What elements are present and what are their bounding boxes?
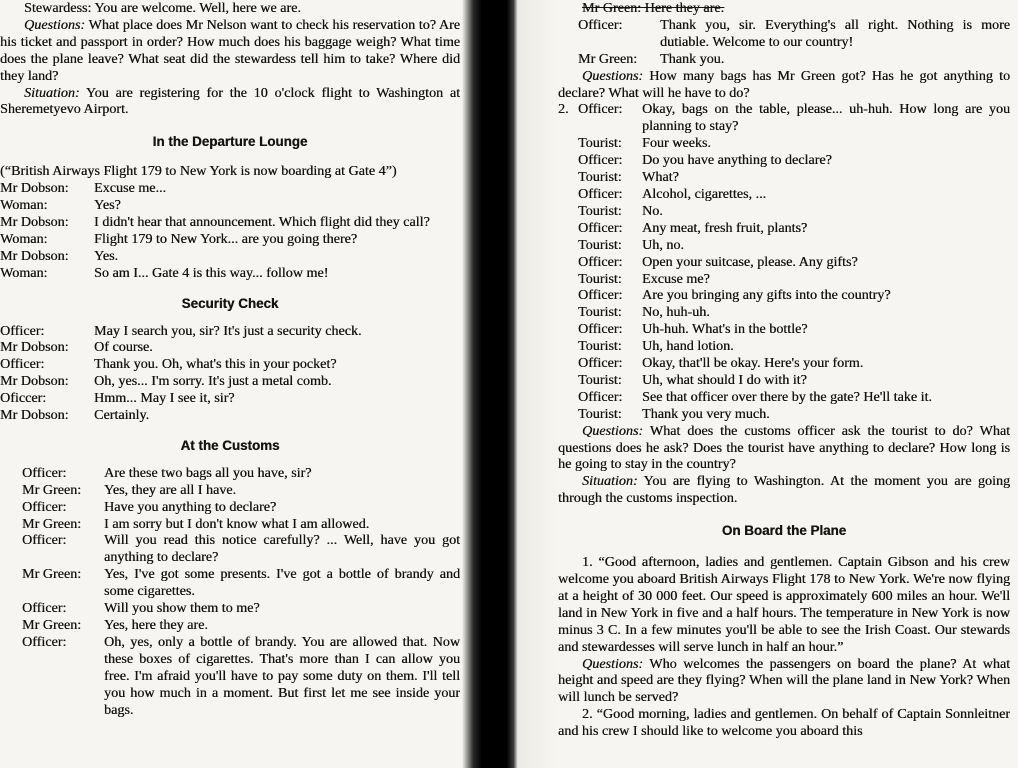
questions-text: How many bags has Mr Green got? Has he got anything to declare? What will he have to do? <box>558 67 1010 101</box>
speaker-label: Officer: <box>578 219 623 236</box>
dialogue-line: Okay, that'll be okay. Here's your form. <box>642 355 864 372</box>
questions-text: Who welcomes the passengers on board the plane? At what height and speed are they flying? When will the plane land in New York? When will lunch be served? <box>558 655 1010 706</box>
speaker-label: Tourist: <box>578 304 622 321</box>
questions-text: What does the customs officer ask the tourist to do? What questions does he ask? Does the tourist have anything to declare? How long is he going to stay in the country? <box>558 422 1010 473</box>
dialogue-line: Yes, they are all I have. <box>104 481 237 498</box>
speaker-label: Woman: <box>0 197 48 214</box>
departure-dialogue <box>0 180 460 281</box>
dialogue-line: Thank you. Oh, what's this in your pocket? <box>94 356 337 373</box>
dialogue-line: Okay, bags on the table, please... uh-huh. How long are you planning to stay? <box>642 101 1010 135</box>
dialogue-line: No. <box>642 202 663 219</box>
speaker-label: Officer: <box>578 185 623 202</box>
stewardess-line: Stewardess: You are welcome. Well, here we are. <box>24 0 301 16</box>
speaker-label: Tourist: <box>578 270 622 287</box>
book-gutter <box>462 0 518 768</box>
speaker-label: Tourist: <box>578 338 622 355</box>
dialogue-line: Yes? <box>94 197 121 214</box>
dialogue-line: Four weeks. <box>642 135 711 152</box>
dialogue-line: Any meat, fresh fruit, plants? <box>642 219 808 236</box>
page-shadow <box>518 0 558 768</box>
dialogue-line: Do you have anything to declare? <box>642 152 832 169</box>
dialogue-line: Oh, yes... I'm sorry. It's just a metal comb. <box>94 373 332 390</box>
speaker-label: Mr Dobson: <box>0 247 69 264</box>
announcement-2: 2. “Good morning, ladies and gentlemen. On behalf of Captain Sonnleitner and his crew I should like to welcome you aboard this <box>558 706 1010 740</box>
speaker-label: Mr Dobson: <box>0 213 69 230</box>
speaker-label: Tourist: <box>578 169 622 186</box>
dialogue-line: Have you anything to declare? <box>104 498 277 515</box>
dialogue-line: Excuse me... <box>94 180 167 197</box>
dialogue-line: Thank you, sir. Everything's all right. Nothing is more dutiable. Welcome to our country! <box>660 16 1010 50</box>
questions-label: Questions: <box>582 67 644 84</box>
speaker-label: Mr Dobson: <box>0 339 69 356</box>
questions-2 <box>558 68 1010 102</box>
dialogue-line: What? <box>642 169 679 186</box>
situation-label: Situation: <box>582 473 638 490</box>
boarding-announcement: (“British Airways Flight 179 to New York is now boarding at Gate 4”) <box>0 163 397 180</box>
dialogue-line: Thank you. <box>660 50 725 67</box>
heading-security-check: Security Check <box>181 295 279 311</box>
right-page <box>558 0 1010 768</box>
top-line: Mr Green: Here they are. <box>582 0 725 16</box>
dialogue-line: Certainly. <box>94 407 150 424</box>
dialogue-line: Hmm... May I see it, sir? <box>94 390 235 407</box>
customs-end-dialogue <box>558 17 1010 68</box>
dialogue-line: Yes. <box>94 247 119 264</box>
speaker-label: Tourist: <box>578 371 622 388</box>
questions-label: Questions: <box>582 655 644 672</box>
dialogue-line: Excuse me? <box>642 270 710 287</box>
dialogue-line: Are you bringing any gifts into the country? <box>642 287 891 304</box>
speaker-label: Mr Green: <box>22 481 82 498</box>
speaker-label: Tourist: <box>578 405 622 422</box>
speaker-label: Mr Green: <box>22 617 82 633</box>
heading-on-board-the-plane: On Board the Plane <box>721 523 847 539</box>
dialogue-line: I didn't hear that announcement. Which flight did they call? <box>94 213 430 230</box>
questions-text: What place does Mr Nelson want to check his reservation to? Are his ticket and passport in order? How much does his baggage weigh? What time does the plane leave? What seat did the stewardess tell him to take? Where did they land? <box>0 16 460 84</box>
speaker-label: Officer: <box>22 532 67 549</box>
speaker-label: Woman: <box>0 230 48 247</box>
announcement-1: 1. “Good afternoon, ladies and gentlemen. Captain Gibson and his crew welcome you aboard British Airways Flight 178 to New York. We're now flying at a height of 30 000 feet. Our speed is approximately 600 miles an hour. We'll land in New York in five and a half hours. The temperature in New York is now minus 3 C. In a few minutes you'll be able to see the Irish Coast. Our stewards and stewardesses will serve lunch in half an hour.” <box>558 554 1010 655</box>
speaker-label: Officer: <box>22 464 67 481</box>
situation-1 <box>0 85 460 119</box>
dialogue-number: 2. <box>558 101 569 118</box>
dialogue-line: Will you show them to me? <box>104 600 260 617</box>
dialogue-line: Uh, what should I do with it? <box>642 371 807 388</box>
dialogue-line: Yes, here they are. <box>104 617 208 633</box>
questions-4 <box>558 656 1010 707</box>
dialogue-line: Will you read this notice carefully? ... Well, have you got anything to declare? <box>104 532 460 566</box>
heading-departure-lounge: In the Departure Lounge <box>152 134 308 150</box>
dialogue-line: Uh, no. <box>642 236 684 253</box>
dialogue-line: I am sorry but I don't know what I am allowed. <box>104 515 370 532</box>
questions-label: Questions: <box>582 422 644 439</box>
dialogue-line: Thank you very much. <box>642 405 770 422</box>
dialogue-line: Uh, hand lotion. <box>642 338 734 355</box>
speaker-label: Officer: <box>22 633 67 650</box>
speaker-label: Officer: <box>578 321 623 338</box>
speaker-label: Mr Green: <box>22 515 82 532</box>
tourist-dialogue <box>558 101 1010 422</box>
speaker-label: Oficcer: <box>0 390 47 407</box>
left-page <box>0 0 460 768</box>
dialogue-line: Open your suitcase, please. Any gifts? <box>642 253 858 270</box>
dialogue-line: Flight 179 to New York... are you going there? <box>94 230 358 247</box>
speaker-label: Officer: <box>0 356 45 373</box>
dialogue-line: Are these two bags all you have, sir? <box>104 464 312 481</box>
situation-label: Situation: <box>24 84 80 101</box>
speaker-label: Officer: <box>22 498 67 515</box>
speaker-label: Mr Dobson: <box>0 373 69 390</box>
dialogue-line: See that officer over there by the gate? He'll take it. <box>642 388 932 405</box>
speaker-label: Mr Dobson: <box>0 407 69 424</box>
speaker-label: Tourist: <box>578 202 622 219</box>
situation-text: You are registering for the 10 o'clock flight to Washington at Sheremetyevo Airport. <box>0 84 460 118</box>
dialogue-line: Of course. <box>94 339 153 356</box>
speaker-label: Officer: <box>578 355 623 372</box>
questions-3 <box>558 423 1010 474</box>
dialogue-line: Oh, yes, only a bottle of brandy. You are allowed that. Now these boxes of cigarettes. That's more than I can allow you free. I'm afraid you'll have to pay some duty on them. I'll tell you how much in a moment. But first let me see inside your bags. <box>104 633 460 718</box>
speaker-label: Officer: <box>578 388 623 405</box>
dialogue-line: May I search you, sir? It's just a security check. <box>94 322 362 339</box>
dialogue-line: Uh-huh. What's in the bottle? <box>642 321 808 338</box>
heading-at-the-customs: At the Customs <box>180 437 280 453</box>
speaker-label: Officer: <box>22 600 67 617</box>
speaker-label: Tourist: <box>578 135 622 152</box>
dialogue-line: Alcohol, cigarettes, ... <box>642 185 767 202</box>
speaker-label: Woman: <box>0 264 48 281</box>
speaker-label: Officer: <box>578 253 623 270</box>
speaker-label: Officer: <box>0 322 45 339</box>
situation-2 <box>558 473 1010 507</box>
questions-1 <box>0 17 460 85</box>
speaker-label: Mr Green: <box>22 566 82 583</box>
speaker-label: Officer: <box>578 101 623 118</box>
speaker-label: Officer: <box>578 16 623 33</box>
speaker-label: Tourist: <box>578 236 622 253</box>
security-dialogue <box>0 323 460 424</box>
dialogue-line: Yes, I've got some presents. I've got a bottle of brandy and some cigarettes. <box>104 566 460 600</box>
dialogue-line: No, huh-uh. <box>642 304 710 321</box>
speaker-label: Mr Green: <box>578 50 638 67</box>
dialogue-line: So am I... Gate 4 is this way... follow me! <box>94 264 329 281</box>
customs-dialogue <box>0 465 460 719</box>
dialogue-2 <box>558 101 1010 422</box>
speaker-label: Officer: <box>578 287 623 304</box>
speaker-label: Officer: <box>578 152 623 169</box>
speaker-label: Mr Dobson: <box>0 180 69 197</box>
questions-label: Questions: <box>24 16 86 33</box>
situation-text: You are flying to Washington. At the moment you are going through the customs inspection. <box>558 473 1010 507</box>
